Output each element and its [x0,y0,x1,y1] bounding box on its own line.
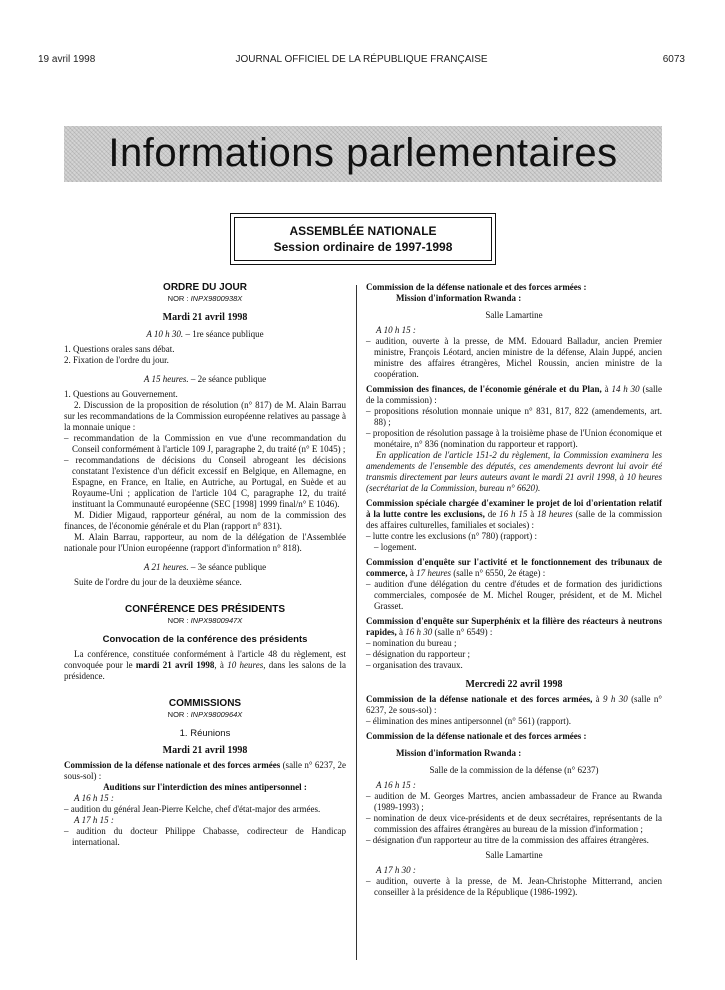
list-item: 2. Discussion de la proposition de résolution (n° 817) de M. Alain Barrau sur les recommandations de la Commission européenne relatives au passage à la monnaie unique : [64,400,346,432]
text-span: Commission d'enquête sur l'activité et le fonctionnement des tribunaux de commerce, [366,557,662,578]
seance-3-time: A 21 heures. [143,562,189,572]
assembly-box [230,213,496,265]
nor-code: INPX9800964X [190,710,243,719]
seance-2-heading [64,374,346,385]
cp-text [64,649,346,682]
time-label: A 16 h 15 : [74,793,114,803]
list-item: – recommandations de décisions du Conseil abrogeant les décisions constatant l'existence d'un déficit excessif en Belgique, en Allemagne, en Espagne, en France, en Italie, en Autriche, au Portugal, en Suède et au Royaume-Uni ; application de l'article 104 C, paragraphe 12, du traité instituant la Communauté européenne (SEC [1998] 1999 final/n° E 1046). [64,455,346,509]
list-item: – nomination de deux vice-présidents et de deux secrétaires, représentants de la commission des affaires étrangères au bureau de la mission d'information ; [366,813,662,834]
time-label: A 17 h 15 : [74,815,114,825]
text-span: (salle n° 6549) : [432,627,493,637]
c1-mission: Mission d'information Rwanda : [396,293,522,303]
com-subtitle: 1. Réunions [179,728,231,739]
header-date: 19 avril 1998 [38,54,96,65]
rapporteur-text: M. Alain Barrau, rapporteur, au nom de la délégation de l'Assemblée nationale pour l'Union européenne (rapport d'information n° 818). [64,532,346,553]
list-item: – audition, ouverte à la presse, de M. Jean-Christophe Mitterrand, ancien conseiller à la présidence de la République (1986-1992). [366,876,662,897]
list-item: – proposition de résolution passage à la troisième phase de l'Union économique et monétaire, n° 836 (nomination du rapporteur et rapport). [366,428,662,449]
list-item: – logement. [374,542,417,552]
text-span: 16 h 15 [499,509,528,519]
text-span: (salle n° 6550, 2e étage) : [450,568,546,578]
text-span: à [396,627,406,637]
text-span: Commission spéciale chargée d'examiner le projet de loi d'orientation relatif à la lutte contre les exclusions, [366,498,662,519]
text-span: (salle de la commission des affaires culturelles, familiales et sociales) : [366,509,663,530]
c1-heading: Commission de la défense nationale et des forces armées : [366,282,587,292]
list-item: – lutte contre les exclusions (n° 780) (rapport) : [366,531,538,541]
nor-label: NOR : [167,710,191,719]
seance-1-time: A 10 h 30. [146,329,184,339]
c7-mission: Mission d'information Rwanda : [396,748,522,758]
seance-2-label: – 2e séance publique [188,374,267,384]
nor-label: NOR : [167,616,191,625]
list-item: 1. Questions au Gouvernement. [64,389,178,399]
page-header [38,54,685,68]
left-column [64,282,346,848]
list-item: – audition du général Jean-Pierre Kelche, chef d'état-major des armées. [64,804,321,814]
com1-heading [64,760,346,782]
seance-3-text: Suite de l'ordre du jour de la deuxième séance. [74,577,242,587]
list-item: – nomination du bureau ; [366,638,457,648]
text-span: Commission de la défense nationale et des forces armées [64,760,281,770]
odj-title: ORDRE DU JOUR [163,282,247,293]
section-banner [64,126,662,182]
text-span: 17 heures [416,568,451,578]
text-span: 18 heures [537,509,573,519]
list-item: – propositions résolution monnaie unique n° 831, 817, 822 (amendements, art. 88) ; [366,406,662,427]
text-span: 16 h 30 [405,627,433,637]
c6-heading [366,694,662,716]
c1-salle: Salle Lamartine [485,310,543,320]
cp-subtitle: Convocation de la conférence des présidents [102,634,308,645]
list-item: – organisation des travaux. [366,660,463,670]
text-span: Commission de la défense nationale et des forces armées, [366,694,593,704]
odj-nor [64,293,346,304]
seance-3-label: – 3e séance publique [188,562,267,572]
text-span: , dans les salons de la présidence. [64,660,347,681]
com-date: Mardi 21 avril 1998 [162,745,248,756]
banner-title: Informations parlementaires [108,131,618,175]
list-item: – désignation d'un rapporteur au titre de la commission des affaires étrangères. [366,835,649,845]
seance-1-label: – 1re séance publique [183,329,264,339]
com1-mission: Auditions sur l'interdiction des mines antipersonnel : [103,782,307,792]
text-span: 9 h 30 [603,694,628,704]
text-span: à [601,384,612,394]
assembly-box-inner [234,217,492,261]
c7-salle: Salle de la commission de la défense (n° 6237) [429,765,599,775]
text-span: à [407,568,417,578]
list-item: – audition de M. Georges Martres, ancien ambassadeur de France au Rwanda (1989-1993) ; [366,791,662,812]
text-span: , à [214,660,228,670]
list-item: – élimination des mines antipersonnel (n° 561) (rapport). [366,716,572,726]
nor-label: NOR : [167,294,191,303]
text-span: à [592,694,604,704]
text-span: Commission d'enquête sur Superphénix et la filière des réacteurs à neutrons rapides, [366,616,662,637]
time-label: A 17 h 30 : [376,865,416,875]
assembly-name: ASSEMBLÉE NATIONALE [289,224,437,238]
text-span: 14 h 30 [611,384,640,394]
c4-heading [366,557,662,579]
nor-code: INPX9800938X [190,294,243,303]
cp-nor [64,615,346,626]
list-item: – audition, ouverte à la presse, de MM. Edouard Balladur, ancien Premier ministre, François Léotard, ancien ministre de la défense, Alain Juppé, ancien ministre des affaires étrangères, Michel Roussin, ancien ministre de la coopération. [366,336,662,379]
list-item: – désignation du rapporteur ; [366,649,470,659]
date-mercredi: Mercredi 22 avril 1998 [465,679,563,690]
c3-heading [366,498,662,531]
c7-salle-2: Salle Lamartine [485,850,543,860]
list-item: 1. Questions orales sans débat. [64,344,175,354]
c5-heading [366,616,662,638]
com-nor [64,709,346,720]
seance-1-heading [64,329,346,340]
text-span: (salle n° 6237, 2e sous-sol) : [366,694,662,715]
text-span: Commission des finances, de l'économie générale et du Plan, [366,384,602,394]
list-item: – audition du docteur Philippe Chabasse, codirecteur de Handicap international. [64,826,346,847]
column-divider [356,285,357,960]
com-title: COMMISSIONS [168,698,242,709]
rapporteur-text: M. Didier Migaud, rapporteur général, au nom de la commission des finances, de l'économie générale et du Plan (rapport n° 831). [64,510,346,531]
list-item: 2. Fixation de l'ordre du jour. [64,355,169,365]
session-name: Session ordinaire de 1997-1998 [273,240,453,254]
c2-heading [366,384,662,406]
list-item: – audition d'une délégation du centre d'études et de formation des juridictions commerciales, composée de M. Michel Rouger, président, et de M. Michel Grasset. [366,579,662,611]
c2-note: En application de l'article 151-2 du règlement, la Commission examinera les amendements de l'ensemble des députés, ces amendements devront lui avoir été transmis directement par leurs auteurs avant le mardi 21 avril 1998, à 10 heures (secrétariat de la Commission, bureau n° 6620). [366,450,662,493]
text-span: (salle de la commission) : [366,384,662,405]
time-label: A 16 h 15 : [376,780,416,790]
text-span: (salle n° 6237, 2e sous-sol) : [64,760,346,781]
right-column [366,282,662,898]
text-span: La conférence, constituée conformément à l'article 48 du règlement, est convoquée pour le [64,649,346,670]
list-item: – recommandation de la Commission en vue d'une recommandation du Conseil conformément à l'article 109 J, paragraphe 2, du traité (n° E 1045) ; [64,433,346,454]
page-number: 6073 [662,54,685,65]
text-span: de [484,509,500,519]
nor-code: INPX9800947X [190,616,243,625]
cp-title: CONFÉRENCE DES PRÉSIDENTS [124,604,286,615]
journal-title: JOURNAL OFFICIEL DE LA RÉPUBLIQUE FRANÇAISE [235,54,488,65]
text-span: mardi 21 avril 1998 [135,660,215,670]
time-label: A 10 h 15 : [376,325,416,335]
seance-2-time: A 15 heures. [143,374,189,384]
text-span: 10 heures [227,660,264,670]
seance-3-heading [64,562,346,573]
odj-date: Mardi 21 avril 1998 [162,312,248,323]
text-span: à [527,509,538,519]
c7-heading: Commission de la défense nationale et des forces armées : [366,731,587,741]
